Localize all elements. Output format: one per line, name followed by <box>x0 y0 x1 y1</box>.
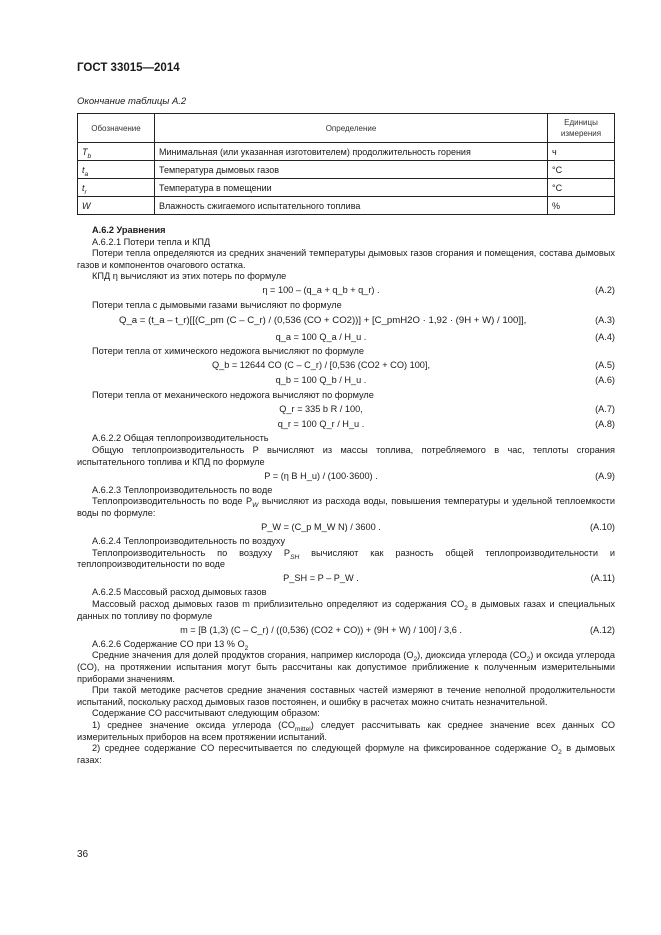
cell-definition: Минимальная (или указанная изготовителем) продолжительность горения <box>155 143 548 161</box>
subsection-heading: А.6.2.2 Общая теплопроизводительность <box>92 433 269 444</box>
equation-a4: q_a = 100 Q_a / H_u . (А.4) <box>275 331 615 342</box>
paragraph: Потери тепла с дымовыми газами вычисляют по формуле <box>92 299 342 310</box>
cell-definition: Температура дымовых газов <box>155 161 548 179</box>
equation-a8: q_r = 100 Q_r / H_u . (А.8) <box>277 419 615 430</box>
paragraph: Потери тепла определяются из средних значений температуры дымовых газов сгорания и помещения, состава дымовых газов и компонентов очагового остатка. <box>77 248 615 270</box>
cell-definition: Температура в помещении <box>155 179 548 197</box>
equation-a7: Q_r = 335 b R / 100, (А.7) <box>279 403 615 414</box>
page-number: 36 <box>77 849 89 860</box>
col-header-symbol: Обозначение <box>78 114 155 143</box>
table-row <box>78 197 615 215</box>
equation-a5: Q_b = 12644 CO (C – C_r) / [0,536 (CO2 + CO) 100], (А.5) <box>211 359 615 370</box>
paragraph: Теплопроизводительность по воздуху $P_{SH}$ вычисляют как разность общей теплопроизводительности и теплопроизводительности по воде <box>77 547 615 570</box>
subsection-heading: А.6.2.4 Теплопроизводительность по воздуху <box>92 536 286 547</box>
paragraph: Теплопроизводительность по воде $P_W$ вычисляют из расхода воды, повышения температуры и удельной теплоемкости воды по формуле: <box>77 496 616 518</box>
table-caption: Окончание таблицы А.2 <box>77 96 187 107</box>
col-header-definition: Определение <box>155 114 548 143</box>
equation-a3: Q_a = (t_a – t_r)[[(C_pm (C – C_r) / (0,536 (CO + CO2))] + [C_pmH2O · 1,92 · (9H + W) / 100]], (А.3) <box>119 314 615 326</box>
subsection-heading: А.6.2.6 Содержание CO при 13 % $O_2$ <box>92 638 249 652</box>
paragraph: Средние значения для долей продуктов сгорания, например кислорода $(O_2)$, диоксида углерода $(CO_2)$ и оксида углерода (CO), на протяжении испытания могут быть рассчитаны как допустимое приближение к полученным измерительными приборами значениям. <box>77 650 615 684</box>
document-body <box>77 225 615 766</box>
equation-a11: P_SH = P – P_W . (А.11) <box>283 573 615 584</box>
table-header-row <box>78 114 615 143</box>
subsection-heading: А.6.2.5 Массовый расход дымовых газов <box>92 587 267 598</box>
paragraph: 1) среднее значение оксида углерода $(CO_{mittel})$ следует рассчитывать как среднее значение всех данных CO измерительных приборов на всем протяжении испытаний. <box>77 719 615 742</box>
cell-symbol: $t_a$ <box>78 161 155 179</box>
cell-unit: °C <box>548 179 615 197</box>
cell-definition: Влажность сжигаемого испытательного топлива <box>155 197 548 215</box>
cell-unit: °C <box>548 161 615 179</box>
subsection-heading: А.6.2.1 Потери тепла и КПД <box>92 236 211 247</box>
paragraph: 2) среднее содержание CO пересчитывается по следующей формуле на фиксированное содержание $O_2$ в дымовых газах: <box>77 743 615 765</box>
table-row <box>78 161 615 179</box>
section-heading: А.6.2 Уравнения <box>92 225 166 235</box>
equation-a9: P = (η B H_u) / (100·3600) . (А.9) <box>264 470 615 481</box>
col-header-units: Единицы измерения <box>548 114 615 143</box>
cell-unit: ч <box>548 143 615 161</box>
paragraph: Содержание CO рассчитывают следующим образом: <box>92 708 320 719</box>
paragraph: КПД η вычисляют из этих потерь по формуле <box>92 271 287 282</box>
paragraph: Потери тепла от химического недожога вычисляют по формуле <box>92 345 365 356</box>
equation-a2: η = 100 – (q_a + q_b + q_r) . (А.2) <box>262 285 615 296</box>
cell-symbol: $T_b$ <box>78 143 155 161</box>
cell-symbol: W <box>78 197 155 215</box>
equation-a12: m = [B (1,3) (C – C_r) / ((0,536) (CO2 + CO)) + (9H + W) / 100] / 3,6 . (А.12) <box>180 624 615 635</box>
subsection-heading: А.6.2.3 Теплопроизводительность по воде <box>92 484 273 495</box>
paragraph: Массовый расход дымовых газов m приблизительно определяют из содержания $CO_2$ в дымовых газах и специальных данных по топливу по формуле <box>77 599 615 621</box>
paragraph: При такой методике расчетов средние значения составных частей измеряют в течение неполной продолжительности испытаний, поскольку расход дымовых газов постоянен, и ошибку в расчетах можно считать незначительной. <box>77 685 615 707</box>
cell-unit: % <box>548 197 615 215</box>
table-row <box>78 179 615 197</box>
paragraph: Общую теплопроизводительность P вычисляют из массы топлива, потребляемого в час, теплоты сгорания испытательного топлива и КПД по формуле <box>77 444 615 467</box>
table-row <box>78 143 615 161</box>
paragraph: Потери тепла от механического недожога вычисляют по формуле <box>92 389 374 400</box>
equation-a6: q_b = 100 Q_b / H_u . (А.6) <box>275 375 615 386</box>
equation-a10: P_W = (C_p M_W N) / 3600 . (А.10) <box>261 521 615 532</box>
document-header: ГОСТ 33015—2014 <box>77 62 180 74</box>
cell-symbol: $t_r$ <box>78 179 155 197</box>
definitions-table <box>77 113 615 215</box>
